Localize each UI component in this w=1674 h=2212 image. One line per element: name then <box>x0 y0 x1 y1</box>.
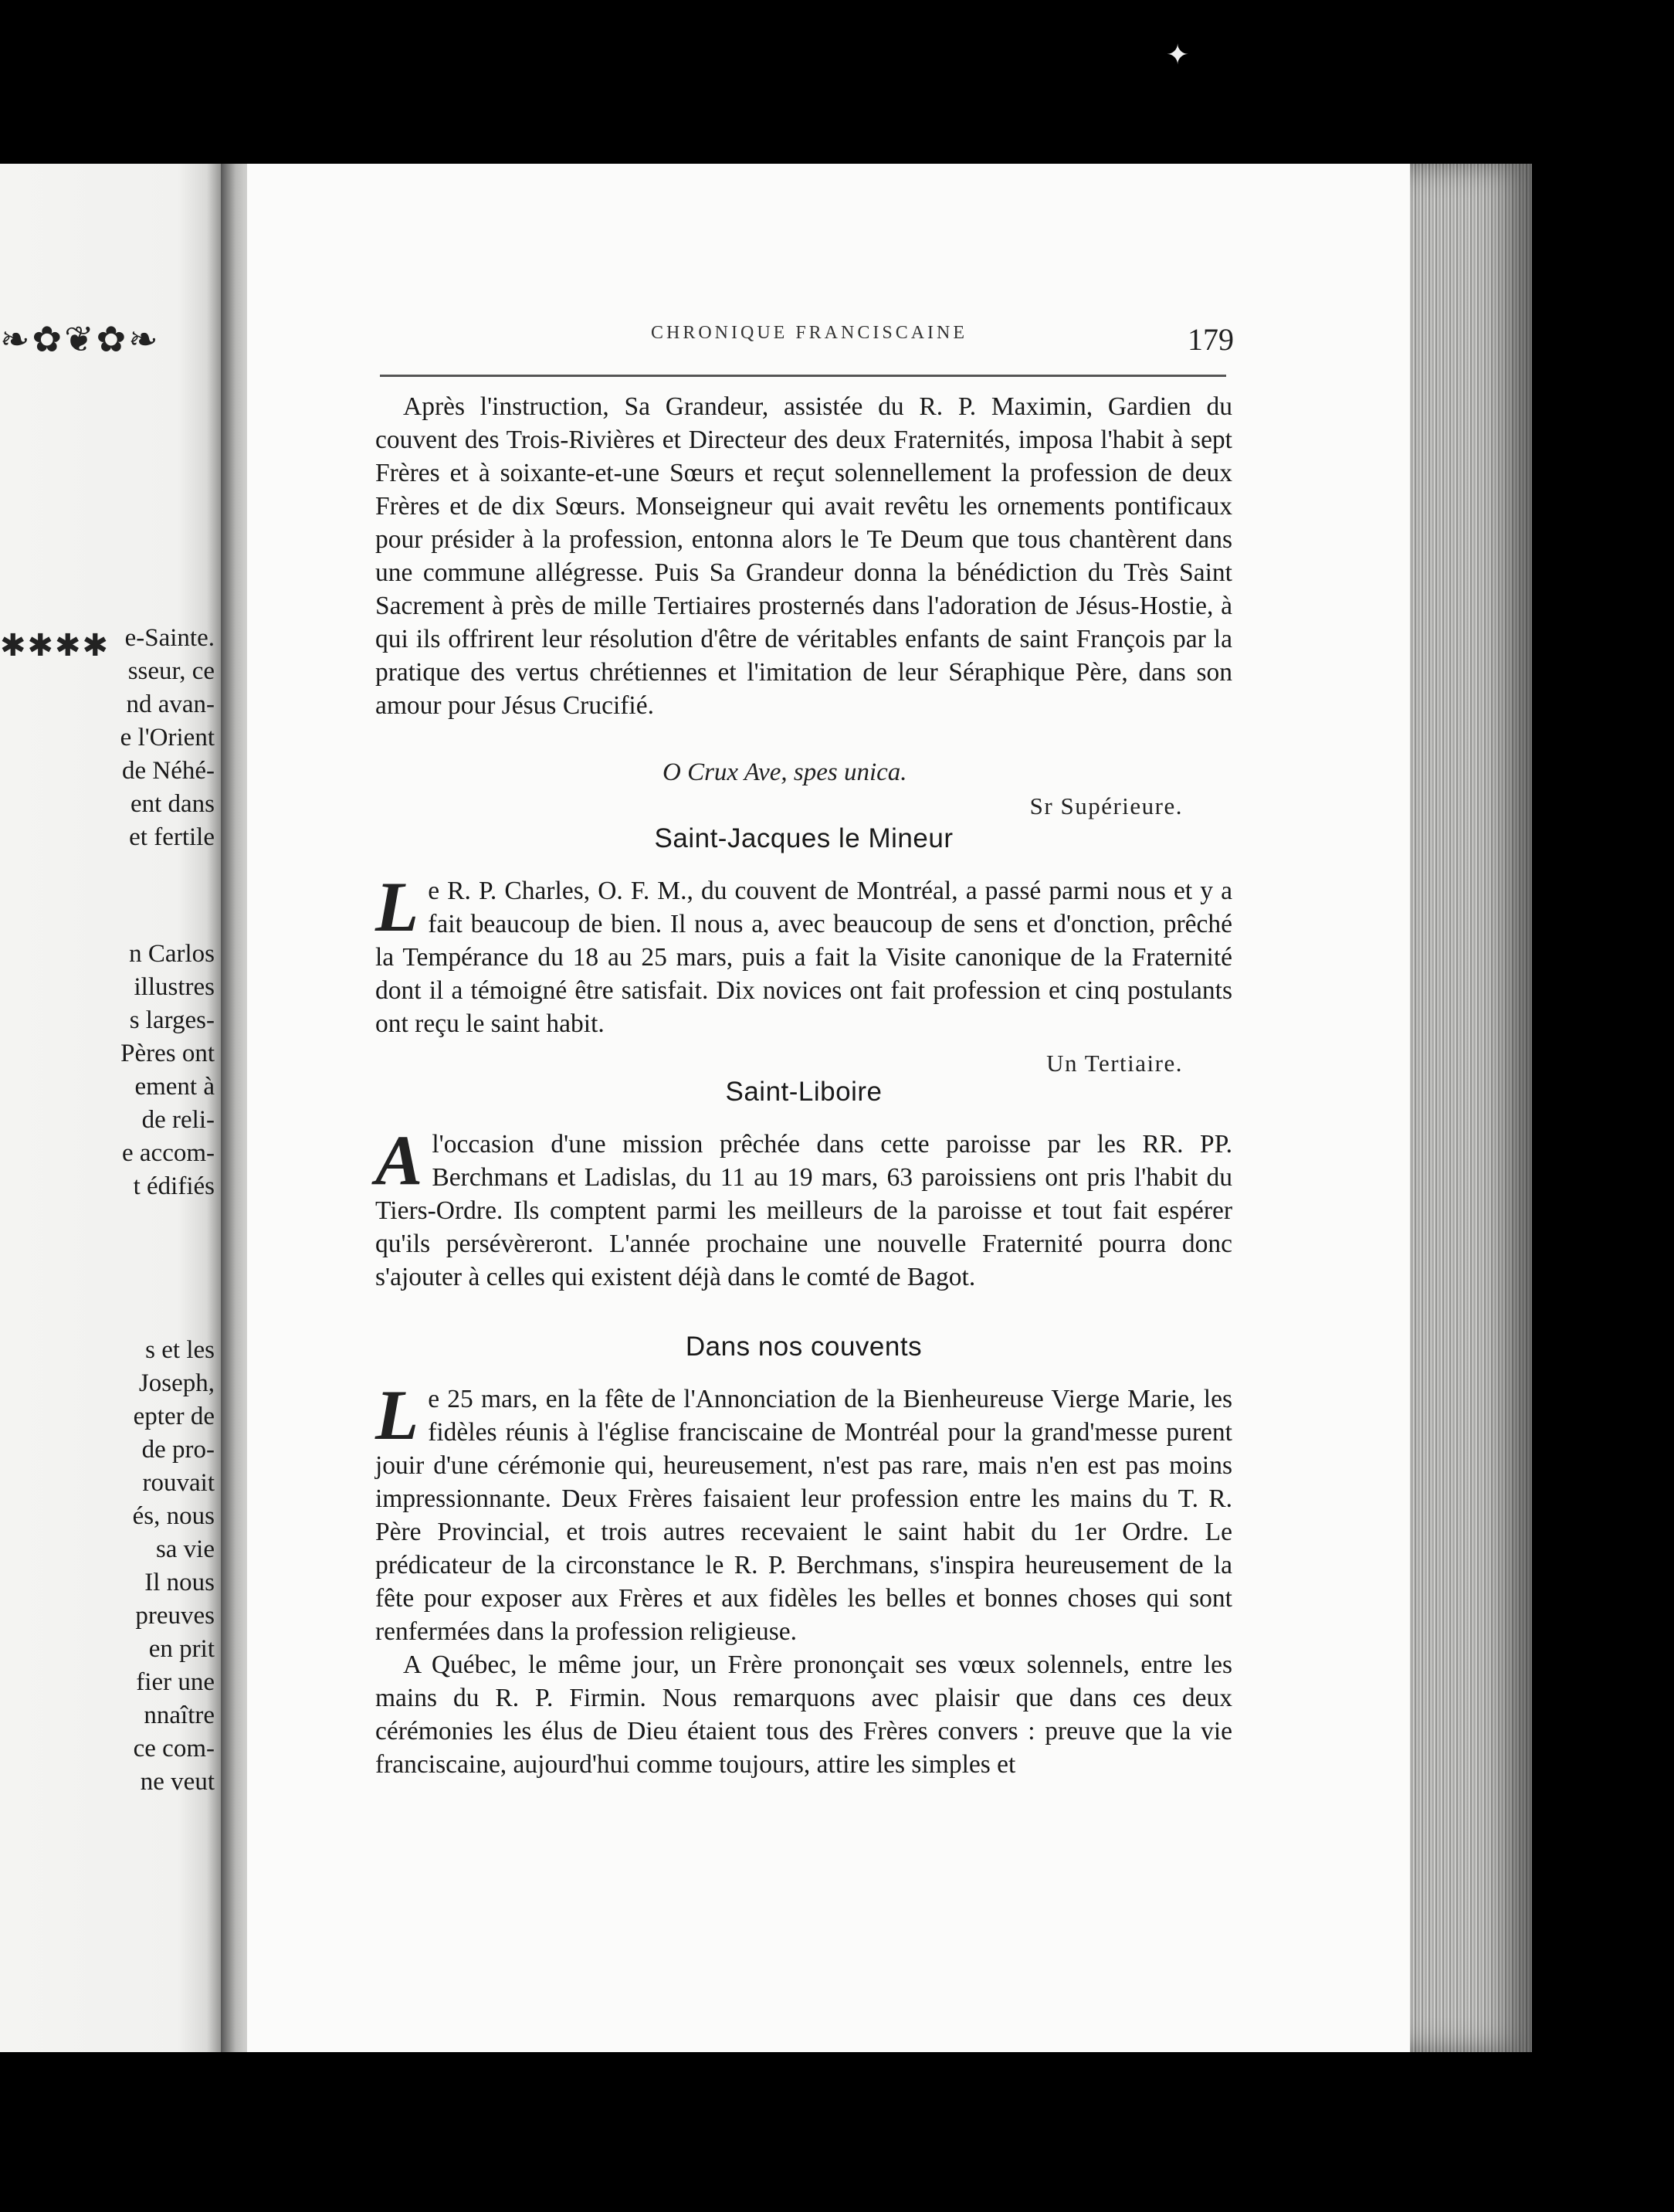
page-edges <box>1410 164 1532 2052</box>
dropcap: L <box>375 1376 419 1454</box>
section-heading: Saint-Liboire <box>725 1077 883 1107</box>
section-heading: Saint-Jacques le Mineur <box>654 823 954 853</box>
facing-page <box>0 164 222 2052</box>
intro-text: Après l'instruction, Sa Grandeur, assistée du R. P. Maximin, Gardien du couvent des Trois-Rivières et Directeur des deux Fraternités, imposa l'habit à sept Frères et à soixante-et-une Sœurs et reçut solennellement la profession de deux Frères et de dix Sœurs. Monseigneur qui avait revêtu les ornements pontificaux pour présider à la profession, entonna alors le Te Deum que tous chantèrent dans une commune allégresse. Puis Sa Grandeur donna la bénédiction du Très Saint Sacrement à près de mille Tertiaires prosternés dans l'adoration de Jésus-Hostie, à qui ils offrirent leur résolution d'être de véritables enfants de saint François par la pratique des vertus chrétiennes et l'imitation de leur Séraphique Père, dans son amour pour Jésus Crucifié. <box>375 392 1232 720</box>
section-text: e 25 mars, en la fête de l'Annonciation de la Bienheureuse Vierge Marie, les fidèles réunis à l'église franciscaine de Montréal pour la grand'messe purent jouir d'une cérémonie qui, heureusement, n'est pas rare, mais n'en est pas moins impressionnante. Deux Frères faisaient leur profession entre les mains du T. R. Père Provincial, et trois autres recevaient le saint habit du 1er Ordre. Le prédicateur de la circonstance le R. P. Berchmans, s'inspira heureusement de la fête pour exposer aux Frères et aux fidèles les belles et bonnes choses qui sont renfermées dans la profession religieuse. <box>375 1385 1232 1646</box>
header-rule <box>380 375 1226 377</box>
facing-text-fragment: e-Sainte. sseur, ce nd avan- e l'Orient de Néhé- ent dans et fertile <box>120 624 215 851</box>
section-body <box>375 1121 1232 1294</box>
facing-text-fragment: s et les Joseph, epter de de pro- rouvait és, nous sa vie Il nous preuves en prit fier une nnaître ce com- ne veut <box>132 1336 215 1796</box>
section-body <box>375 1376 1232 1781</box>
signature: Sr Supérieure. <box>1029 792 1183 819</box>
section-text: e R. P. Charles, O. F. M., du couvent de Montréal, a passé parmi nous et y a fait beaucoup de bien. Il nous a, avec beaucoup de sens et d'onction, prêché la Tempérance du 18 au 25 mars, puis a fait la Visite canonique de la Fraternité dont il a témoigné être satisfait. Dix novices ont fait profession et cinq postulants ont reçu le saint habit. <box>375 877 1232 1038</box>
section-heading: Dans nos couvents <box>685 1332 923 1362</box>
dropcap: A <box>375 1121 423 1199</box>
page-number: 179 <box>1188 322 1234 357</box>
quote-line: O Crux Ave, spes unica. <box>662 758 907 786</box>
intro-paragraph <box>375 390 1232 722</box>
ornament-stars: ✱✱✱✱ <box>0 628 110 663</box>
dropcap: L <box>375 867 419 946</box>
section-text-continued: A Québec, le même jour, un Frère prononçait ses vœux solennels, entre les mains du R. P. Firmin. Nous remarquons avec plaisir que dans ces deux cérémonies les élus de Dieu étaient tous des Frères convers : preuve que la vie franciscaine, aujourd'hui comme toujours, attire les simples et <box>375 1651 1232 1779</box>
dust-speck: ✦ <box>1166 39 1190 70</box>
section-body <box>375 867 1232 1040</box>
section-text: l'occasion d'une mission prêchée dans cette paroisse par les RR. PP. Berchmans et Ladislas, du 11 au 19 mars, 63 paroissiens ont pris l'habit du Tiers-Ordre. Ils comptent parmi les meilleurs de la paroisse et tout fait espérer qu'ils persévèreront. L'année prochaine une nouvelle Fraternité pourra donc s'ajouter à celles qui existent déjà dans le comté de Bagot. <box>375 1130 1232 1291</box>
facing-text-fragment: n Carlos illustres s larges- Pères ont ement à de reli- e accom- t édifiés <box>120 940 215 1200</box>
signature: Un Tertiaire. <box>1046 1050 1183 1077</box>
running-head: CHRONIQUE FRANCISCAINE <box>651 323 968 343</box>
ornament-band: ❧✿❦✿❧ <box>0 320 161 359</box>
